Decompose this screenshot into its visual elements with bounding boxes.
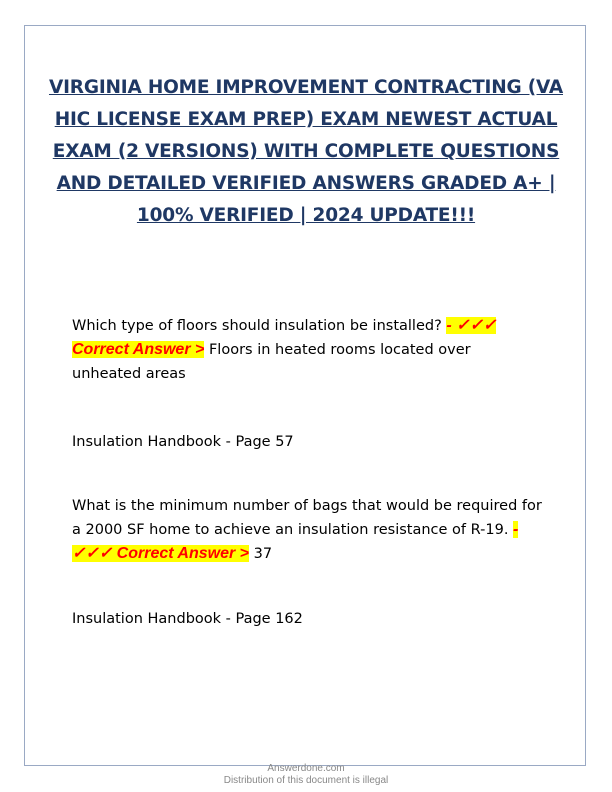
question-text: What is the minimum number of bags that would be required for a 2000 SF home to achieve an insulation resistance of R-19.: [72, 498, 542, 538]
reference-text: Insulation Handbook - Page 57: [72, 434, 294, 450]
correct-answer-marker: - ✓✓✓ Correct Answer >: [72, 317, 497, 358]
footer-notice: Distribution of this document is illegal: [223, 775, 389, 786]
footer-site: Answerdone.com: [267, 763, 345, 774]
question-block: [72, 314, 542, 386]
answer-text: Floors in heated rooms located over unheated areas: [72, 342, 471, 382]
correct-answer-marker: - ✓✓✓ Correct Answer >: [72, 521, 519, 562]
answer-text: 37: [253, 546, 273, 562]
document-title: VIRGINIA HOME IMPROVEMENT CONTRACTING (VA HIC LICENSE EXAM PREP) EXAM NEWEST ACTUAL EXAM (2 VERSIONS) WITH COMPLETE QUESTIONS AND DETAILED VERIFIED ANSWERS GRADED A+ | 100% VERIFIED | 2024 UPDATE!!!: [48, 77, 563, 226]
question-text: Which type of floors should insulation be installed?: [72, 318, 442, 334]
question-block: [72, 494, 542, 566]
reference-text: Insulation Handbook - Page 162: [72, 611, 303, 627]
